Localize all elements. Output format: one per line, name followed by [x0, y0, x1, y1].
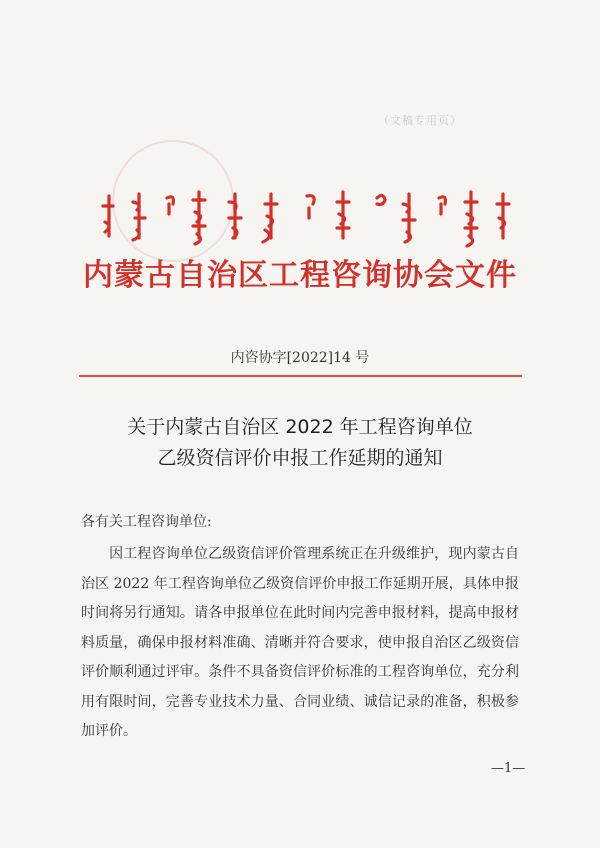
body-paragraph — [81, 540, 519, 747]
notice-title-line-2: 乙级资信评价申报工作延期的通知 — [157, 447, 443, 469]
organization-document-header: 内蒙古自治区工程咨询协会文件 — [83, 258, 517, 293]
red-separator-line — [79, 375, 522, 377]
salutation: 各有关工程咨询单位: — [81, 514, 212, 530]
body-paragraph-text: 因工程咨询单位乙级资信评价管理系统正在升级维护，现内蒙古自治区 2022 年工程咨询单位乙级资信评价申报工作延期开展，具体申报时间将另行通知。请各申报单位在此时间内完善申报材料，提高申报材料质量，确保申报材料准确、清晰并符合要求，使申报自治区乙级资信评价顺利通过评审。条件不具备资信评价标准的工程咨询单位，充分利用有限时间，完善专业技术力量、合同业绩、诚信记录的准备，积极参加评价。 — [81, 546, 519, 739]
page-number: —1— — [491, 761, 526, 776]
notice-title-line-1: 关于内蒙古自治区 2022 年工程咨询单位 — [127, 416, 473, 438]
mongolian-script-header-graphic — [95, 188, 515, 248]
document-number: 内咨协字[2022]14 号 — [230, 350, 370, 366]
ghost-stamp-text: （文稿专用页） — [378, 114, 462, 127]
